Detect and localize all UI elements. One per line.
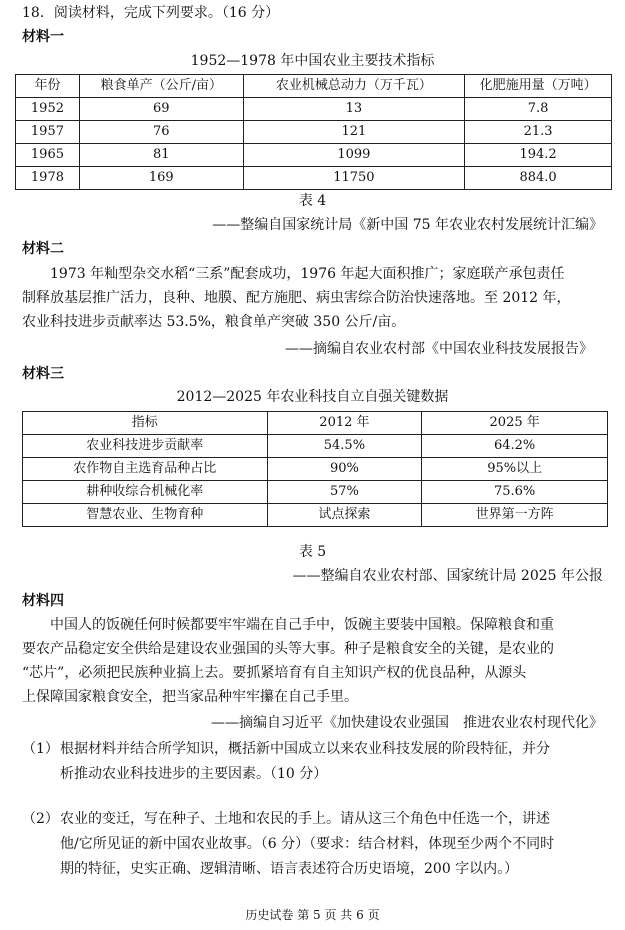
table-cell: 76 (79, 121, 243, 144)
material4-line: 上保障国家粮食安全，把当家品种牢牢攥在自己手里。 (22, 689, 358, 705)
material4-line: 要农产品稳定安全供给是建设农业强国的头等大事。种子是粮食安全的关键，是农业的 (22, 641, 554, 657)
material4-label: 材料四 (22, 593, 64, 609)
table4-header-cell: 化肥施用量（万吨） (465, 75, 612, 98)
table5-caption: 表 5 (298, 544, 327, 560)
table-row (16, 167, 612, 190)
table-cell: 试点探索 (267, 504, 422, 527)
material2-source: ——摘编自农业农村部《中国农业科技发展报告》 (285, 341, 593, 357)
subquestion-line: 根据材料并结合所学知识，概括新中国成立以来农业科技发展的阶段特征，并分 (60, 741, 550, 757)
table-row (23, 504, 608, 527)
table-cell: 95%以上 (422, 458, 608, 481)
table-row (16, 98, 612, 121)
table-cell: 7.8 (465, 98, 612, 121)
table-cell: 1965 (16, 144, 80, 167)
table4-caption: 表 4 (298, 193, 327, 209)
table-cell: 169 (79, 167, 243, 190)
subquestion-line: 他/它所见证的新中国农业故事。（6 分）（要求：结合材料，体现至少两个不同时 (60, 836, 555, 852)
table-cell: 54.5% (267, 435, 422, 458)
table-cell: 121 (243, 121, 465, 144)
material2-line: 制释放基层推广活力，良种、地膜、配方施肥、病虫害综合防治快速落地。至 2012 年， (22, 290, 571, 306)
table-cell: 1978 (16, 167, 80, 190)
table4-header-cell: 粮食单产（公斤/亩） (79, 75, 243, 98)
table5-header-cell: 2012 年 (267, 412, 422, 435)
table-cell: 13 (243, 98, 465, 121)
table-cell: 194.2 (465, 144, 612, 167)
table-cell: 农作物自主选育品种占比 (23, 458, 268, 481)
table-cell: 1099 (243, 144, 465, 167)
table4-header-cell: 农业机械总动力（万千瓦） (243, 75, 465, 98)
table-cell: 64.2% (422, 435, 608, 458)
table-cell: 11750 (243, 167, 465, 190)
table-cell: 90% (267, 458, 422, 481)
table5-title: 2012—2025 年农业科技自立自强关键数据 (176, 389, 449, 405)
material4-line: “芯片”，必须把民族种业搞上去。要抓紧培育有自主知识产权的优良品种，从源头 (22, 665, 527, 681)
table4-title: 1952—1978 年中国农业主要技术指标 (190, 53, 435, 69)
table4-header-cell: 年份 (16, 75, 80, 98)
table-cell: 世界第一方阵 (422, 504, 608, 527)
table-cell: 21.3 (465, 121, 612, 144)
table-cell: 1957 (16, 121, 80, 144)
question-header: 18．阅读材料，完成下列要求。（16 分） (22, 5, 280, 21)
material2-line: 农业科技进步贡献率达 53.5%，粮食单产突破 350 公斤/亩。 (22, 314, 406, 330)
material3-label: 材料三 (22, 366, 64, 382)
table4 (15, 74, 612, 190)
material1-source: ——整编自国家统计局《新中国 75 年农业农村发展统计汇编》 (212, 217, 603, 233)
subquestion-line: 农业的变迁，写在种子、土地和农民的手上。请从这三个角色中任选一个，讲述 (60, 811, 550, 827)
table5-header-cell: 2025 年 (422, 412, 608, 435)
subquestion-number: （1） (22, 741, 59, 757)
page-footer: 历史试卷 第 5 页 共 6 页 (245, 908, 380, 922)
material2-line: 1973 年籼型杂交水稻“三系”配套成功，1976 年起大面积推广；家庭联产承包责任 (50, 266, 565, 282)
subquestion-line: 析推动农业科技进步的主要因素。（10 分） (60, 766, 328, 782)
table5 (22, 411, 608, 527)
table-cell: 1952 (16, 98, 80, 121)
material3-source: ——整编自农业农村部、国家统计局 2025 年公报 (292, 568, 603, 584)
table-cell: 57% (267, 481, 422, 504)
table-row (23, 435, 608, 458)
table-cell: 884.0 (465, 167, 612, 190)
table4-header-row (16, 75, 612, 98)
table-cell: 耕种收综合机械化率 (23, 481, 268, 504)
table-cell: 智慧农业、生物育种 (23, 504, 268, 527)
table-row (16, 144, 612, 167)
table5-header-cell: 指标 (23, 412, 268, 435)
table-cell: 69 (79, 98, 243, 121)
subquestion-number: （2） (22, 811, 59, 827)
table-row (16, 121, 612, 144)
table-cell: 81 (79, 144, 243, 167)
table-cell: 75.6% (422, 481, 608, 504)
table-row (23, 458, 608, 481)
material1-label: 材料一 (22, 29, 64, 45)
table5-header-row (23, 412, 608, 435)
material2-label: 材料二 (22, 241, 64, 257)
table-cell: 农业科技进步贡献率 (23, 435, 268, 458)
table-row (23, 481, 608, 504)
subquestion-line: 期的特征，史实正确、逻辑清晰、语言表述符合历史语境，200 字以内。） (60, 861, 519, 877)
material4-line: 中国人的饭碗任何时候都要牢牢端在自己手中，饭碗主要装中国粮。保障粮食和重 (50, 617, 554, 633)
material4-source: ——摘编自习近平《加快建设农业强国 推进农业农村现代化》 (211, 715, 603, 731)
